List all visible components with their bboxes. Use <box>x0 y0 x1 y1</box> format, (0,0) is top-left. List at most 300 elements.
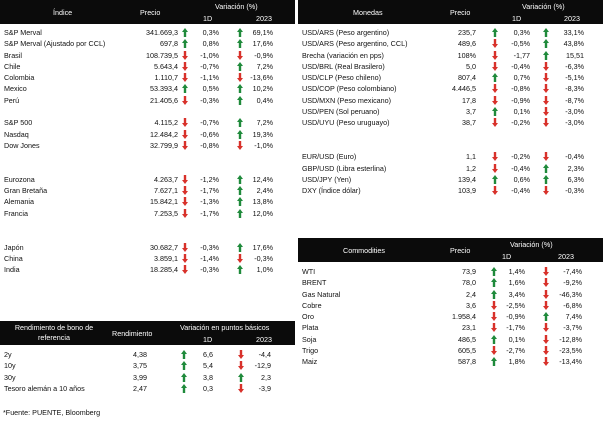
row-name: Brasil <box>4 50 22 60</box>
table-row <box>298 266 603 277</box>
arrow-down-icon <box>543 267 549 276</box>
group-spacer <box>0 106 295 117</box>
table-row <box>298 151 603 162</box>
row-yield: 3,75 <box>133 361 147 371</box>
arrow-down-icon <box>543 62 549 71</box>
arrow-down-icon <box>492 118 498 127</box>
table-row <box>298 322 603 333</box>
table-row <box>0 83 295 94</box>
arrow-up-icon <box>237 62 243 71</box>
row-change-ytd: -12,8% <box>559 334 582 344</box>
row-price: 7.253,5 <box>154 208 178 218</box>
arrow-up-icon <box>237 96 243 105</box>
row-name: USD/MXN (Peso mexicano) <box>302 95 392 105</box>
arrow-down-icon <box>237 73 243 82</box>
row-change-ytd: 7,2% <box>256 61 273 71</box>
arrow-up-icon <box>181 373 187 382</box>
row-change-1d: -0,6% <box>200 129 219 139</box>
row-change-ytd: 2,4% <box>256 186 273 196</box>
row-change-1d: 3,8 <box>203 372 213 382</box>
row-change-ytd: 7,2% <box>256 118 273 128</box>
row-change-1d: 6,6 <box>203 350 213 359</box>
arrow-down-icon <box>543 186 549 195</box>
arrow-down-icon <box>182 265 188 274</box>
table-row <box>298 174 603 185</box>
row-change-1d: -0,7% <box>200 118 219 128</box>
row-change-ytd: -13,6% <box>250 73 273 83</box>
row-name: Tesoro alemán a 10 años <box>4 383 85 393</box>
arrow-down-icon <box>491 346 497 355</box>
bonds-col-var: Variación en puntos básicos <box>180 323 270 332</box>
indices-body <box>0 24 295 276</box>
indices-table <box>0 0 295 276</box>
table-row <box>0 264 295 275</box>
row-name: USD/COP (Peso colombiano) <box>302 84 397 94</box>
row-name: Chile <box>4 61 21 71</box>
table-row <box>0 61 295 72</box>
row-price: 23,1 <box>462 323 476 333</box>
group-spacer <box>298 129 603 140</box>
currencies-col-name: Monedas <box>353 8 383 17</box>
arrow-down-icon <box>238 350 244 359</box>
row-change-1d: -0,9% <box>506 312 525 322</box>
indices-col-var: Variación (%) <box>215 2 258 11</box>
row-name: Trigo <box>302 346 319 356</box>
row-change-ytd: -4,4 <box>258 350 271 359</box>
commodities-header <box>298 238 603 262</box>
row-change-1d: -0,3% <box>200 95 219 105</box>
row-name: China <box>4 253 23 263</box>
table-row <box>0 27 295 38</box>
row-yield: 3,99 <box>133 372 147 382</box>
row-price: 15.842,1 <box>150 197 178 207</box>
arrow-up-icon <box>182 39 188 48</box>
commodities-table <box>298 238 603 368</box>
row-price: 1,2 <box>466 163 476 173</box>
arrow-up-icon <box>237 84 243 93</box>
row-change-ytd: 12,4% <box>252 174 273 184</box>
row-name: BRENT <box>302 278 327 288</box>
row-price: 341.669,3 <box>146 28 178 37</box>
row-name: Nasdaq <box>4 129 29 139</box>
row-name: Dow Jones <box>4 140 40 150</box>
row-change-ytd: -46,3% <box>559 289 582 299</box>
bonds-table <box>0 321 295 394</box>
arrow-down-icon <box>543 96 549 105</box>
row-price: 108% <box>457 50 476 60</box>
currencies-col-ytd: 2023 <box>564 14 580 23</box>
arrow-down-icon <box>182 186 188 195</box>
table-row <box>298 277 603 288</box>
arrow-down-icon <box>237 141 243 150</box>
row-change-1d: -0,5% <box>511 39 530 49</box>
row-price: 486,5 <box>458 334 476 344</box>
arrow-down-icon <box>543 152 549 161</box>
row-change-ytd: -6,8% <box>563 300 582 310</box>
arrow-up-icon <box>492 28 498 37</box>
arrow-up-icon <box>182 84 188 93</box>
row-change-1d: 5,4 <box>203 361 213 371</box>
row-change-1d: 0,1% <box>513 107 530 117</box>
table-row <box>298 83 603 94</box>
row-change-ytd: -5,1% <box>565 73 584 83</box>
commodities-col-name: Commodities <box>343 246 385 255</box>
arrow-up-icon <box>543 312 549 321</box>
row-price: 3,6 <box>466 300 476 310</box>
row-change-ytd: -3,0% <box>565 107 584 117</box>
row-name: GBP/USD (Libra esterlina) <box>302 163 387 173</box>
arrow-down-icon <box>543 357 549 366</box>
row-name: Oro <box>302 312 314 322</box>
row-name: S&P Merval (Ajustado por CCL) <box>4 39 106 49</box>
arrow-up-icon <box>543 164 549 173</box>
row-name: India <box>4 265 20 275</box>
arrow-down-icon <box>182 96 188 105</box>
commodities-col-ytd: 2023 <box>558 252 574 261</box>
arrow-up-icon <box>237 130 243 139</box>
row-price: 38,7 <box>462 118 476 128</box>
row-change-1d: -1,77 <box>513 50 530 60</box>
row-change-1d: 3,4% <box>508 289 525 299</box>
arrow-down-icon <box>182 209 188 218</box>
row-change-ytd: 2,3 <box>261 372 271 382</box>
row-change-ytd: -6,3% <box>565 61 584 71</box>
row-price: 807,4 <box>458 73 476 83</box>
table-row <box>0 38 295 49</box>
table-row <box>0 253 295 264</box>
row-price: 587,8 <box>458 357 476 367</box>
indices-col-name: Índice <box>53 8 73 17</box>
bonds-col-yield: Rendimiento <box>112 329 153 338</box>
bonds-col-name: Rendimiento de bono de referencia <box>14 323 94 342</box>
table-row <box>298 50 603 61</box>
table-row <box>298 163 603 174</box>
arrow-down-icon <box>182 254 188 263</box>
table-row <box>298 95 603 106</box>
arrow-up-icon <box>237 118 243 127</box>
row-price: 605,5 <box>458 346 476 356</box>
table-row <box>0 196 295 207</box>
row-change-1d: 0,1% <box>508 334 525 344</box>
arrow-down-icon <box>182 141 188 150</box>
table-row <box>298 106 603 117</box>
row-name: Brecha (variación en pps) <box>302 50 384 60</box>
row-change-ytd: 1,0% <box>256 265 273 275</box>
arrow-down-icon <box>182 118 188 127</box>
row-change-ytd: 33,1% <box>563 28 584 37</box>
table-row <box>298 72 603 83</box>
arrow-down-icon <box>543 323 549 332</box>
row-change-1d: -0,4% <box>511 61 530 71</box>
row-change-1d: 0,3 <box>203 383 213 393</box>
currencies-table <box>298 0 603 196</box>
table-row <box>0 174 295 185</box>
row-price: 53.393,4 <box>150 84 178 94</box>
arrow-down-icon <box>543 301 549 310</box>
arrow-up-icon <box>237 265 243 274</box>
row-change-1d: -0,8% <box>200 140 219 150</box>
currencies-col-var: Variación (%) <box>522 2 565 11</box>
row-change-ytd: 10,2% <box>252 84 273 94</box>
row-change-1d: -1,0% <box>200 50 219 60</box>
row-price: 30.682,7 <box>150 242 178 252</box>
row-price: 21.405,6 <box>150 95 178 105</box>
arrow-up-icon <box>491 357 497 366</box>
row-price: 489,6 <box>458 39 476 49</box>
commodities-col-price: Precio <box>450 246 471 255</box>
table-row <box>298 300 603 311</box>
row-price: 235,7 <box>458 28 476 37</box>
table-row <box>0 50 295 61</box>
row-name: Plata <box>302 323 319 333</box>
group-spacer <box>0 230 295 241</box>
arrow-down-icon <box>492 51 498 60</box>
row-change-1d: -1,7% <box>200 208 219 218</box>
arrow-up-icon <box>492 175 498 184</box>
table-row <box>0 72 295 83</box>
arrow-up-icon <box>237 197 243 206</box>
row-change-ytd: -3,7% <box>563 323 582 333</box>
row-name: USD/ARS (Peso argentino, CCL) <box>302 39 408 49</box>
row-change-ytd: 69,1% <box>252 28 273 37</box>
row-name: S&P Merval <box>4 28 42 37</box>
table-row <box>0 242 295 253</box>
row-price: 2,4 <box>466 289 476 299</box>
row-name: USD/PEN (Sol peruano) <box>302 107 380 117</box>
indices-col-price: Precio <box>140 8 161 17</box>
row-change-1d: -0,9% <box>511 95 530 105</box>
row-name: Cobre <box>302 300 322 310</box>
arrow-down-icon <box>182 175 188 184</box>
row-change-ytd: -3,0% <box>565 118 584 128</box>
arrow-down-icon <box>543 118 549 127</box>
row-yield: 4,38 <box>133 350 147 359</box>
arrow-up-icon <box>492 73 498 82</box>
row-change-ytd: -9,2% <box>563 278 582 288</box>
row-change-ytd: 17,6% <box>252 39 273 49</box>
row-price: 1.958,4 <box>452 312 476 322</box>
arrow-down-icon <box>492 39 498 48</box>
row-change-1d: -2,7% <box>506 346 525 356</box>
arrow-down-icon <box>182 62 188 71</box>
group-spacer <box>0 151 295 162</box>
row-name: USD/UYU (Peso uruguayo) <box>302 118 390 128</box>
table-row <box>298 334 603 345</box>
commodities-col-var: Variación (%) <box>510 240 553 249</box>
arrow-up-icon <box>181 361 187 370</box>
arrow-up-icon <box>491 267 497 276</box>
row-change-1d: -0,2% <box>511 118 530 128</box>
row-price: 78,0 <box>462 278 476 288</box>
row-change-1d: -1,7% <box>200 186 219 196</box>
arrow-up-icon <box>491 335 497 344</box>
row-change-ytd: 13,8% <box>252 197 273 207</box>
table-row <box>0 185 295 196</box>
row-change-ytd: -1,0% <box>254 140 273 150</box>
row-name: Gran Bretaña <box>4 186 48 196</box>
table-row <box>298 311 603 322</box>
row-change-ytd: -7,4% <box>563 267 582 276</box>
row-change-ytd: -8,3% <box>565 84 584 94</box>
arrow-up-icon <box>181 384 187 393</box>
row-price: 7.627,1 <box>154 186 178 196</box>
arrow-up-icon <box>181 350 187 359</box>
row-change-ytd: 19,3% <box>252 129 273 139</box>
indices-col-ytd: 2023 <box>256 14 272 23</box>
row-change-ytd: -13,4% <box>559 357 582 367</box>
arrow-up-icon <box>492 107 498 116</box>
commodities-col-1d: 1D <box>502 252 512 261</box>
row-change-ytd: 17,6% <box>252 242 273 252</box>
row-change-1d: 0,5% <box>202 84 219 94</box>
arrow-down-icon <box>543 290 549 299</box>
source-footnote: *Fuente: PUENTE, Bloomberg <box>3 408 101 417</box>
currencies-col-price: Precio <box>450 8 471 17</box>
row-name: 10y <box>4 361 16 371</box>
arrow-down-icon <box>238 384 244 393</box>
arrow-up-icon <box>543 175 549 184</box>
group-spacer <box>298 140 603 151</box>
row-change-1d: 1,4% <box>508 267 525 276</box>
row-change-ytd: 0,4% <box>256 95 273 105</box>
arrow-down-icon <box>543 107 549 116</box>
arrow-up-icon <box>237 209 243 218</box>
row-change-ytd: 43,8% <box>563 39 584 49</box>
row-price: 139,4 <box>458 174 476 184</box>
row-name: Perú <box>4 95 20 105</box>
arrow-down-icon <box>543 278 549 287</box>
table-row <box>0 140 295 151</box>
arrow-up-icon <box>182 28 188 37</box>
row-price: 73,9 <box>462 267 476 276</box>
row-change-1d: -0,3% <box>200 265 219 275</box>
row-change-ytd: 2,3% <box>567 163 584 173</box>
table-row <box>0 129 295 140</box>
row-change-1d: -1,4% <box>200 253 219 263</box>
arrow-down-icon <box>543 335 549 344</box>
arrow-down-icon <box>237 51 243 60</box>
row-name: WTI <box>302 267 316 276</box>
row-name: Colombia <box>4 73 35 83</box>
row-change-1d: 0,8% <box>202 39 219 49</box>
table-row <box>0 372 295 383</box>
row-price: 12.484,2 <box>150 129 178 139</box>
row-change-ytd: -8,7% <box>565 95 584 105</box>
row-change-1d: -1,7% <box>506 323 525 333</box>
row-change-1d: 1,8% <box>508 357 525 367</box>
row-change-1d: 0,7% <box>513 73 530 83</box>
row-name: USD/CLP (Peso chileno) <box>302 73 381 83</box>
table-row <box>0 360 295 371</box>
row-name: 30y <box>4 372 16 382</box>
arrow-up-icon <box>237 243 243 252</box>
row-price: 4.446,5 <box>452 84 476 94</box>
row-change-ytd: 15,51 <box>566 50 584 60</box>
indices-col-1d: 1D <box>203 14 213 23</box>
table-row <box>298 117 603 128</box>
table-row <box>298 289 603 300</box>
arrow-down-icon <box>492 186 498 195</box>
row-name: S&P 500 <box>4 118 33 128</box>
bonds-col-1d: 1D <box>203 335 213 344</box>
commodities-body <box>298 262 603 368</box>
row-name: Francia <box>4 208 28 218</box>
row-change-ytd: -23,5% <box>559 346 582 356</box>
row-price: 5,0 <box>466 61 476 71</box>
currencies-col-1d: 1D <box>512 14 522 23</box>
row-change-1d: -2,5% <box>506 300 525 310</box>
row-change-1d: 0,3% <box>513 28 530 37</box>
arrow-up-icon <box>238 373 244 382</box>
table-row <box>298 356 603 367</box>
arrow-down-icon <box>492 84 498 93</box>
row-change-1d: 0,3% <box>202 28 219 37</box>
row-name: DXY (Índice dólar) <box>302 186 361 196</box>
indices-header <box>0 0 295 24</box>
row-change-1d: -0,4% <box>511 186 530 196</box>
row-price: 3.859,1 <box>154 253 178 263</box>
row-price: 4.263,7 <box>154 174 178 184</box>
row-change-ytd: -0,3% <box>565 186 584 196</box>
row-price: 108.739,5 <box>146 50 178 60</box>
arrow-down-icon <box>182 51 188 60</box>
row-yield: 2,47 <box>133 383 147 393</box>
currencies-header <box>298 0 603 24</box>
row-name: USD/ARS (Peso argentino) <box>302 28 390 37</box>
row-price: 4.115,2 <box>154 118 178 128</box>
table-row <box>0 95 295 106</box>
table-row <box>0 383 295 394</box>
row-change-1d: -0,8% <box>511 84 530 94</box>
arrow-up-icon <box>237 39 243 48</box>
row-name: Mexico <box>4 84 27 94</box>
arrow-up-icon <box>491 278 497 287</box>
row-change-1d: -0,3% <box>200 242 219 252</box>
row-name: Eurozona <box>4 174 35 184</box>
row-change-1d: 0,6% <box>513 174 530 184</box>
currencies-body <box>298 24 603 196</box>
row-name: Alemania <box>4 197 34 207</box>
row-name: USD/BRL (Real Brasilero) <box>302 61 385 71</box>
row-name: Japón <box>4 242 24 252</box>
row-price: 3,7 <box>466 107 476 117</box>
table-row <box>298 61 603 72</box>
row-change-1d: -1,2% <box>200 174 219 184</box>
row-name: USD/JPY (Yen) <box>302 174 352 184</box>
arrow-down-icon <box>543 84 549 93</box>
table-row <box>298 185 603 196</box>
arrow-down-icon <box>492 96 498 105</box>
row-price: 1.110,7 <box>154 73 178 83</box>
row-price: 103,9 <box>458 186 476 196</box>
arrow-down-icon <box>492 152 498 161</box>
row-change-ytd: 6,3% <box>567 174 584 184</box>
row-price: 1,1 <box>466 152 476 162</box>
row-change-1d: -1,1% <box>200 73 219 83</box>
row-price: 18.285,4 <box>150 265 178 275</box>
arrow-down-icon <box>492 164 498 173</box>
arrow-down-icon <box>238 361 244 370</box>
arrow-down-icon <box>491 312 497 321</box>
arrow-down-icon <box>237 254 243 263</box>
bonds-body <box>0 345 295 394</box>
row-price: 32.799,9 <box>150 140 178 150</box>
table-row <box>0 117 295 128</box>
bonds-col-ytd: 2023 <box>256 335 272 344</box>
arrow-up-icon <box>237 28 243 37</box>
row-change-1d: -0,7% <box>200 61 219 71</box>
arrow-down-icon <box>492 62 498 71</box>
